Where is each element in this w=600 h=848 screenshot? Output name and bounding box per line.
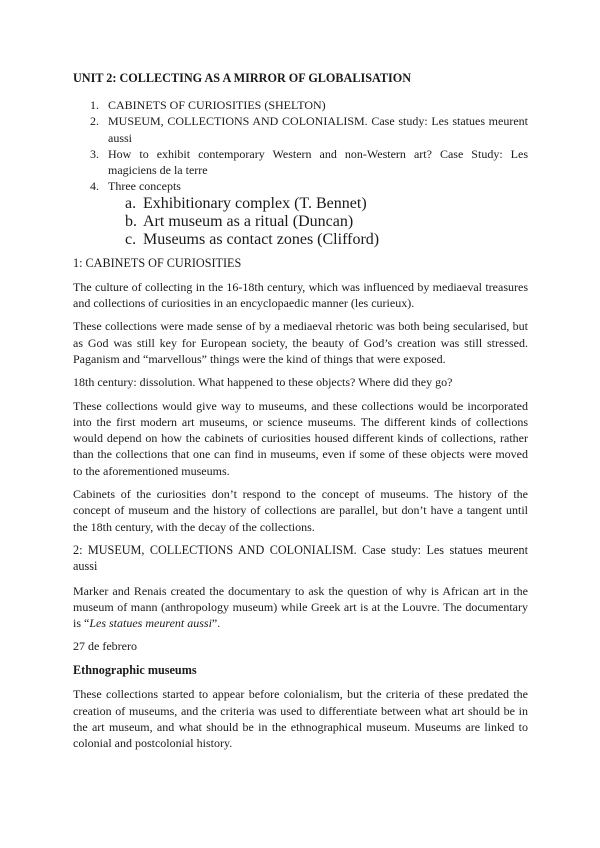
- toc-subitem-text: Exhibitionary complex (T. Bennet): [143, 194, 367, 212]
- toc-item-number: 4.: [90, 179, 99, 194]
- toc-item: [73, 178, 528, 194]
- toc-item-text: Three concepts: [108, 179, 181, 194]
- paragraph: 18th century: dissolution. What happened to these objects? Where did they go?: [73, 375, 453, 390]
- paragraph: [73, 583, 528, 632]
- paragraph: These collections were made sense of by a mediaeval rhetoric was both being secularised, but as God was still key for European society, the beauty of God’s creation was still stressed. Paganism and “marvellous” things were the kind of things that were exposed.: [73, 319, 528, 366]
- paragraph: Cabinets of the curiosities don’t respond to the concept of museums. The history of the concept of museum and the history of collections are parallel, but don’t have a tangent until the 18th century, with the decay of the collections.: [73, 487, 528, 534]
- toc-subitem: [73, 231, 528, 249]
- toc-item-text: MUSEUM, COLLECTIONS AND COLONIALISM. Case study: Les statues meurent aussi: [108, 114, 528, 145]
- toc-subitem-letter: a.: [125, 194, 137, 212]
- section-heading: 1: CABINETS OF CURIOSITIES: [73, 255, 242, 270]
- section-heading: 2: MUSEUM, COLLECTIONS AND COLONIALISM. Case study: Les statues meurent aussi: [73, 542, 528, 574]
- toc-subitem-text: Museums as contact zones (Clifford): [143, 230, 380, 248]
- toc-item: [73, 97, 528, 113]
- toc-sublist: [73, 195, 528, 249]
- toc-subitem: [73, 213, 528, 231]
- documentary-title: Les statues meurent aussi: [89, 616, 212, 631]
- toc-subitem-letter: b.: [125, 212, 137, 230]
- paragraph-text: ”.: [211, 616, 221, 631]
- toc-item-number: 1.: [90, 98, 99, 112]
- toc-item-text: How to exhibit contemporary Western and non-Western art? Case Study: Les magiciens de la terre: [108, 146, 528, 178]
- toc-item-text: CABINETS OF CURIOSITIES (SHELTON): [108, 98, 326, 112]
- toc-subitem-text: Art museum as a ritual (Duncan): [143, 212, 354, 230]
- table-of-contents: [73, 97, 528, 195]
- paragraph: These collections started to appear before colonialism, but the criteria of these predated the creation of museums, and the criteria was used to differentiate between what art should be in the art museum, and what should be in the ethnographical museum. Museums are linked to colonial and postcolonial history.: [73, 687, 528, 751]
- page-title: UNIT 2: COLLECTING AS A MIRROR OF GLOBALISATION: [73, 71, 412, 85]
- date-line: 27 de febrero: [73, 639, 137, 654]
- toc-subitem-letter: c.: [125, 230, 137, 248]
- paragraph-text: Marker and Renais created the documentary to ask the question of why is African art in the museum of mann (anthropology museum) while Greek art is at the Louvre. The documentary is “: [73, 583, 528, 631]
- toc-subitem: [73, 195, 528, 213]
- section-heading: Ethnographic museums: [73, 663, 197, 678]
- toc-item-number: 2.: [90, 114, 99, 129]
- toc-item-number: 3.: [90, 146, 99, 161]
- toc-item: [73, 113, 528, 146]
- paragraph: The culture of collecting in the 16-18th century, which was influenced by mediaeval treasures and collections of curiosities in an encyclopaedic manner (les curieux).: [73, 279, 528, 311]
- paragraph: These collections would give way to museums, and these collections would be incorporated into the first modern art museums, or science museums. The different kinds of collections would depend on how the cabinets of curiosities housed different kinds of collections, rather than the collections that one can find in museums, even if some of these objects were moved to the aforementioned museums.: [73, 398, 528, 478]
- toc-item: [73, 146, 528, 179]
